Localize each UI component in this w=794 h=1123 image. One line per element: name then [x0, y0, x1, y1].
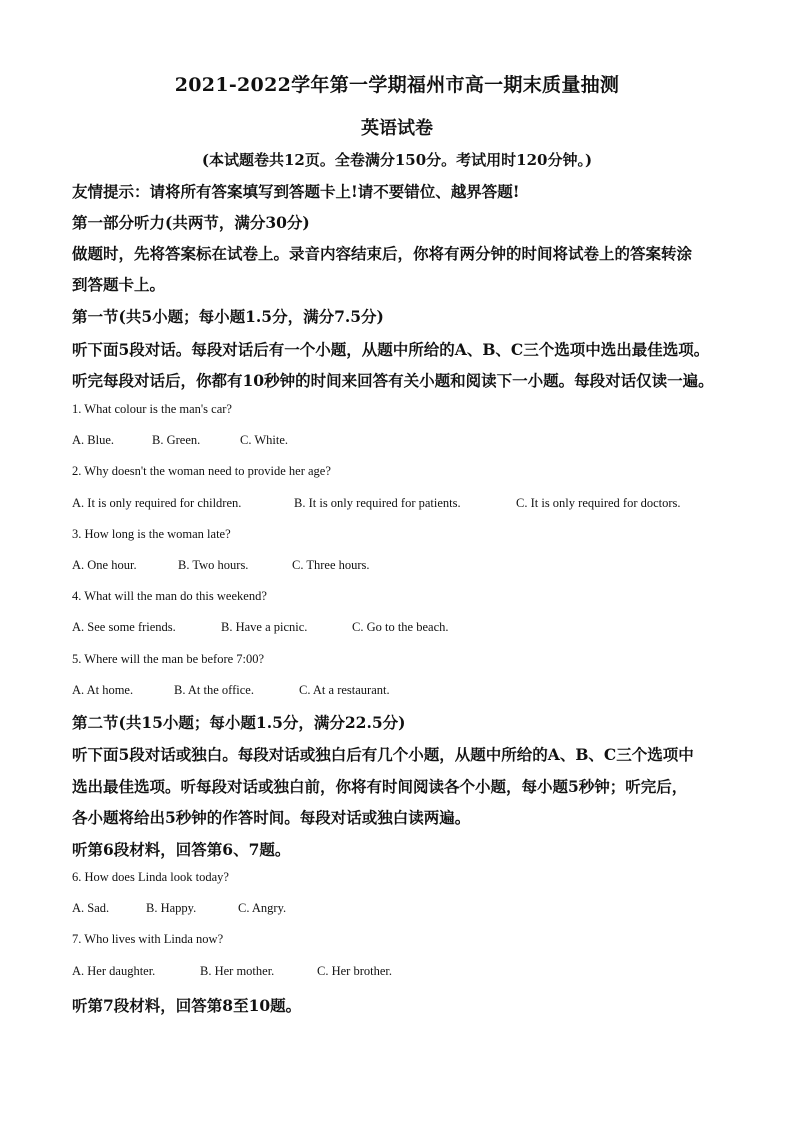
section2-heading: 第二节(共15小题；每小题1.5分，满分22.5分)	[72, 713, 406, 732]
option-a: A. See some friends.	[72, 620, 176, 634]
option-b: B. Her mother.	[200, 964, 275, 978]
option-c: C. Her brother.	[317, 964, 392, 978]
option-c: C. It is only required for doctors.	[516, 496, 681, 510]
options-4	[72, 620, 449, 635]
option-c: C. White.	[240, 433, 289, 447]
exam-note: (本试题卷共12页。全卷满分150分。考试用时120分钟。)	[201, 151, 593, 169]
option-a: A. Her daughter.	[72, 964, 156, 978]
options-7	[72, 964, 392, 979]
part1-instruction-line2: 到答题卡上。	[72, 275, 166, 294]
section1-heading: 第一节(共5小题；每小题1.5分，满分7.5分)	[72, 307, 384, 326]
option-c: C. Go to the beach.	[352, 620, 449, 634]
question-1: 1. What colour is the man's car?	[72, 402, 232, 416]
option-b: B. At the office.	[174, 683, 254, 697]
question-4: 4. What will the man do this weekend?	[72, 589, 267, 603]
section2-directions-line1: 听下面5段对话或独白。每段对话或独白后有几个小题，从题中所给的A、B、C三个选项中	[72, 745, 694, 764]
option-a: A. It is only required for children.	[72, 496, 242, 510]
options-3	[72, 558, 370, 573]
option-a: A. At home.	[72, 683, 134, 697]
exam-subtitle: 英语试卷	[361, 118, 433, 139]
option-c: C. At a restaurant.	[299, 683, 390, 697]
part1-instruction-line1: 做题时，先将答案标在试卷上。录音内容结束后，你将有两分钟的时间将试卷上的答案转涂	[72, 244, 693, 263]
option-a: A. Sad.	[72, 901, 110, 915]
question-3: 3. How long is the woman late?	[72, 527, 231, 541]
section1-directions-line2: 听完每段对话后，你都有10秒钟的时间来回答有关小题和阅读下一小题。每段对话仅读一遍。	[72, 371, 714, 390]
section2-directions-line2: 选出最佳选项。听每段对话或独白前，你将有时间阅读各个小题，每小题5秒钟；听完后，	[72, 777, 688, 796]
option-c: C. Three hours.	[292, 558, 370, 572]
options-6	[72, 901, 286, 916]
options-1	[72, 433, 288, 448]
question-2: 2. Why doesn't the woman need to provide her age?	[72, 464, 331, 478]
exam-title: 2021-2022学年第一学期福州市高一期末质量抽测	[174, 74, 620, 96]
options-5	[72, 683, 390, 698]
option-b: B. Green.	[152, 433, 201, 447]
option-b: B. It is only required for patients.	[294, 496, 461, 510]
tip-text: 友情提示：请将所有答案填写到答题卡上!请不要错位、越界答题!	[72, 182, 520, 201]
material-6-heading: 听第6段材料，回答第6、7题。	[72, 840, 291, 859]
question-6: 6. How does Linda look today?	[72, 870, 229, 884]
option-b: B. Two hours.	[178, 558, 249, 572]
material-7-heading: 听第7段材料，回答第8至10题。	[72, 996, 302, 1015]
option-c: C. Angry.	[238, 901, 287, 915]
section1-directions-line1: 听下面5段对话。每段对话后有一个小题，从题中所给的A、B、C三个选项中选出最佳选项。	[72, 340, 710, 359]
option-a: A. One hour.	[72, 558, 137, 572]
option-b: B. Have a picnic.	[221, 620, 308, 634]
question-7: 7. Who lives with Linda now?	[72, 932, 224, 946]
part1-heading: 第一部分听力(共两节，满分30分)	[72, 213, 310, 232]
option-a: A. Blue.	[72, 433, 115, 447]
question-5: 5. Where will the man be before 7:00?	[72, 652, 265, 666]
options-2	[72, 496, 681, 511]
section2-directions-line3: 各小题将给出5秒钟的作答时间。每段对话或独白读两遍。	[72, 808, 471, 827]
option-b: B. Happy.	[146, 901, 197, 915]
